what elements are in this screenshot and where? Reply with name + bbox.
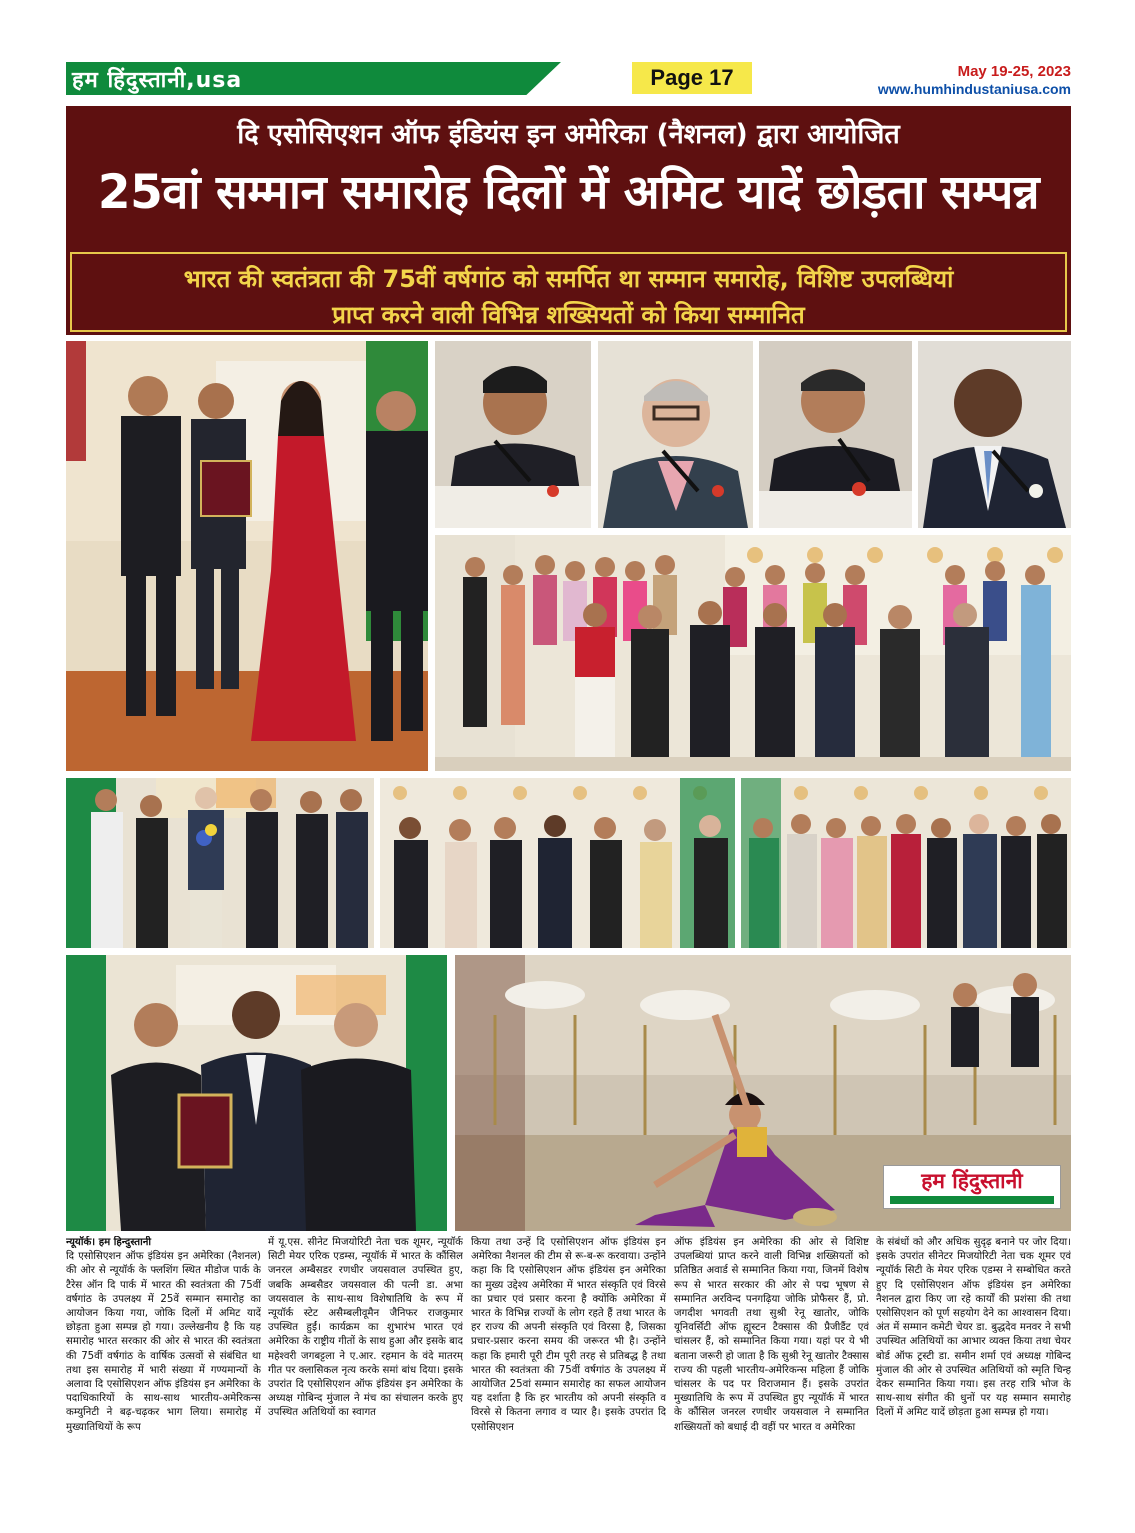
subheadline-line-2: प्राप्त करने वाली विभिन्न शख्सियतों को किया सम्मानित [332, 301, 805, 329]
photo-group-with-mayor [380, 778, 735, 948]
photo-speaker-3 [759, 341, 912, 528]
article-text: के संबंधों को और अधिक सुदृढ़ बनाने पर जोर दिया। इसके उपरांत सीनेटर मिजयोरिटी नेता चक शूमर एवं न्यूयॉर्क सिटी के मेयर एरिक एडम्स ने सम्बोधित करते हुए दि एसोसिएशन ऑफ इंडियंस इन अमेरिका नैशनल द्वारा किए जा रहे कार्यों की प्रशंसा की तथा एसोसिएशन को पूर्ण सहयोग देने का आश्वासन दिया। अंत में सम्मान कमेटी चेयर डा. बुद्धदेव मनवर ने सभी उपस्थित अतिथियों का आभार व्यक्त किया तथा चेयर बोर्ड ऑफ ट्रस्टी डा. समीन शर्मा एवं अध्यक्ष गोबिन्द मुंजाल की ओर से उपस्थित अतिथियों को स्मृति चिन्ह देकर सम्मानित किया गया। इस तरह रात्रि भोज के साथ-साथ संगीत की धुनों पर यह सम्मान समारोह दिलों में अमिट यादें छोड़ता हुआ सम्पन्न हो गया। [876, 1237, 1071, 1419]
photo-award-presentation-woman [66, 341, 428, 771]
photo-speaker-2 [598, 341, 753, 528]
watermark-logo [883, 1165, 1061, 1209]
article-column-1 [66, 1236, 261, 1518]
watermark-logo-band [890, 1196, 1054, 1204]
photo-speaker-4 [918, 341, 1071, 528]
article-column-4 [674, 1236, 869, 1518]
article-text: में यू.एस. सीनेट मिजयोरिटी नेता चक शूमर, न्यूयॉर्क सिटी मेयर एरिक एडम्स, न्यूयॉर्क में भारत के कौंसिल जनरल अम्बैसडर रणधीर जयसवाल उपस्थित हुए, जबकि अम्बसैडर जयसवाल की पत्नी डा. अभा जयसवाल के साथ-साथ विशेषातिथि के रूप में न्यूयॉर्क स्टेट असैम्बलीवूमैन जैनिफर राजकुमार उपस्थित हुईं। कार्यक्रम का शुभारंभ भारत एवं अमेरिका के राष्ट्रीय गीतों के साथ हुआ और इसके बाद महेश्वरी जगबट्टला ने ए.आर. रहमान के वंदे मातरम् गीत पर क्लासिकल नृत्य करके समां बांध दिया। इसके उपरांत दि एसोसिएशन ऑफ इंडियंस इन अमेरिका के अध्यक्ष गोबिन्द मुंजाल ने मंच का संचालन करके हुए उपस्थित अतिथियों का स्वागत [268, 1237, 463, 1419]
article-text: किया तथा उन्हें दि एसोसिएशन ऑफ इंडियंस इन अमेरिका नैशनल की टीम से रू-ब-रू करवाया। उन्होंने कहा कि दि एसोसिएशन ऑफ इंडियंस इन अमेरिका का मुख्य उद्देश्य अमेरिका में भारत संस्कृति एवं विरसे का प्रचार एवं प्रसार करना है क्योंकि अमेरिका में भारत के विभिन्न राज्यों के लोग रहते हैं तथा भारत के हर राज्य की अपनी संस्कृति एवं विरसा है, जिसका प्रचार-प्रसार करना समय की जरूरत भी है। उन्होंने कहा कि हमारी पूरी टीम पूरी तरह से प्रतिबद्ध है तथा भारत की स्वतंत्रता की 75वीं वर्षगांठ के उपलक्ष्य में आयोजित 25वां सम्मान समारोह का सफल आयोजन यह दर्शाता है कि हर भारतीय को अपनी संस्कृति व विरसे से कितना लगाव व प्यार है। इसके उपरांत दि एसोसिएशन [471, 1237, 666, 1433]
photo-speaker-1 [435, 341, 591, 528]
website-link[interactable]: www.humhindustaniusa.com [877, 81, 1071, 97]
article-text: ऑफ इंडियंस इन अमेरिका की ओर से विशिष्ट उपलब्धियां प्राप्त करने वाली विभिन्न शख्सियतों को प्रतिष्ठित अवार्ड से सम्मानित किया गया, जिनमें विशेष रूप से भारत सरकार की ओर से पद्म भूषण से सम्मानित अरविन्द पनगढ़िया जोकि प्रोफैसर हैं, प्रो. जगदीश भगवती तथा सुश्री रेनू खातोर, जोकि यूनिवर्सिटी ऑफ ह्यूस्टन टैक्सास की प्रैजीडैंट एवं चांसलर हैं, को सम्मानित किया गया। यहां पर ये भी बताना जरूरी हो जाता है कि सुश्री रेनू खातोर टैक्सास राज्य की पहली भारतीय-अमेरिकन्स महिला हैं जोकि चांसलर के पद पर विराजमान हैं। इसके उपरांत मुख्यातिथि के रूप में उपस्थित हुए न्यूयॉर्क में भारत के कौंसिल जनरल रणधीर जयसवाल ने सम्मानित शख्सियतों को बधाई दी वहीं पर भारत व अमेरिका [674, 1237, 869, 1433]
article-dateline: न्यूयॉर्क। हम हिन्दुस्तानी [66, 1237, 152, 1248]
article-column-3 [471, 1236, 666, 1518]
watermark-logo-text: हम हिंदुस्तानी [921, 1169, 1023, 1193]
article-body [66, 1236, 1071, 1521]
article-column-2 [268, 1236, 463, 1518]
article-column-5 [876, 1236, 1071, 1518]
subheadline-box [70, 252, 1067, 332]
issue-date: May 19-25, 2023 [957, 63, 1071, 80]
photo-group-with-senator [741, 778, 1071, 948]
page-number: Page 17 [632, 62, 752, 94]
subheadline-line-1: भारत की स्वतंत्रता की 75वीं वर्षगांठ को समर्पित था सम्मान समारोह, विशिष्ट उपलब्धियां [183, 265, 954, 293]
photo-group-honorees [435, 535, 1071, 771]
headline-kicker: दि एसोसिएशन ऑफ इंडियंस इन अमेरिका (नैशनल) द्वारा आयोजित [237, 119, 900, 150]
newspaper-logo[interactable]: हम हिंदुस्तानी,usa [72, 68, 243, 93]
article-text: दि एसोसिएशन ऑफ इंडियंस इन अमेरिका (नैशनल) की ओर से न्यूयॉर्क के फ्लशिंग स्थित मीडोज पार्क के टैरेस ऑन दि पार्क में भारत की स्वतंत्रता की 75वीं वर्षगांठ के उपलक्ष्य में 25वें सम्मान समारोह का आयोजन किया गया, जोकि दिलों में अमिट यादें छोड़ता हुआ सम्पन्न हो गया। उल्लेखनीय है कि यह समारोह भारत सरकार की ओर से भारत की स्वतंत्रता की 75वीं वर्षगांठ के वार्षिक उत्सवों से संबंधित था तथा इस समारोह में भारी संख्या में गण्यमान्यों के अलावा दि एसोसिएशन ऑफ इंडियंस इन अमेरिका के पदाधिकारियों के साथ-साथ भारतीय-अमेरिकन्स कम्युनिटी ने बढ़-चढ़कर भाग लिया। समारोह में मुख्यातिथियों के रूप [66, 1251, 261, 1433]
headline-main: 25वां सम्मान समारोह दिलों में अमिट यादें छोड़ता सम्पन्न [97, 165, 1040, 220]
photo-group-with-flowers [66, 778, 374, 948]
photo-classical-dancer [455, 955, 1071, 1231]
photo-award-mayor [66, 955, 447, 1231]
headline-block [66, 106, 1071, 335]
masthead [66, 62, 1071, 98]
